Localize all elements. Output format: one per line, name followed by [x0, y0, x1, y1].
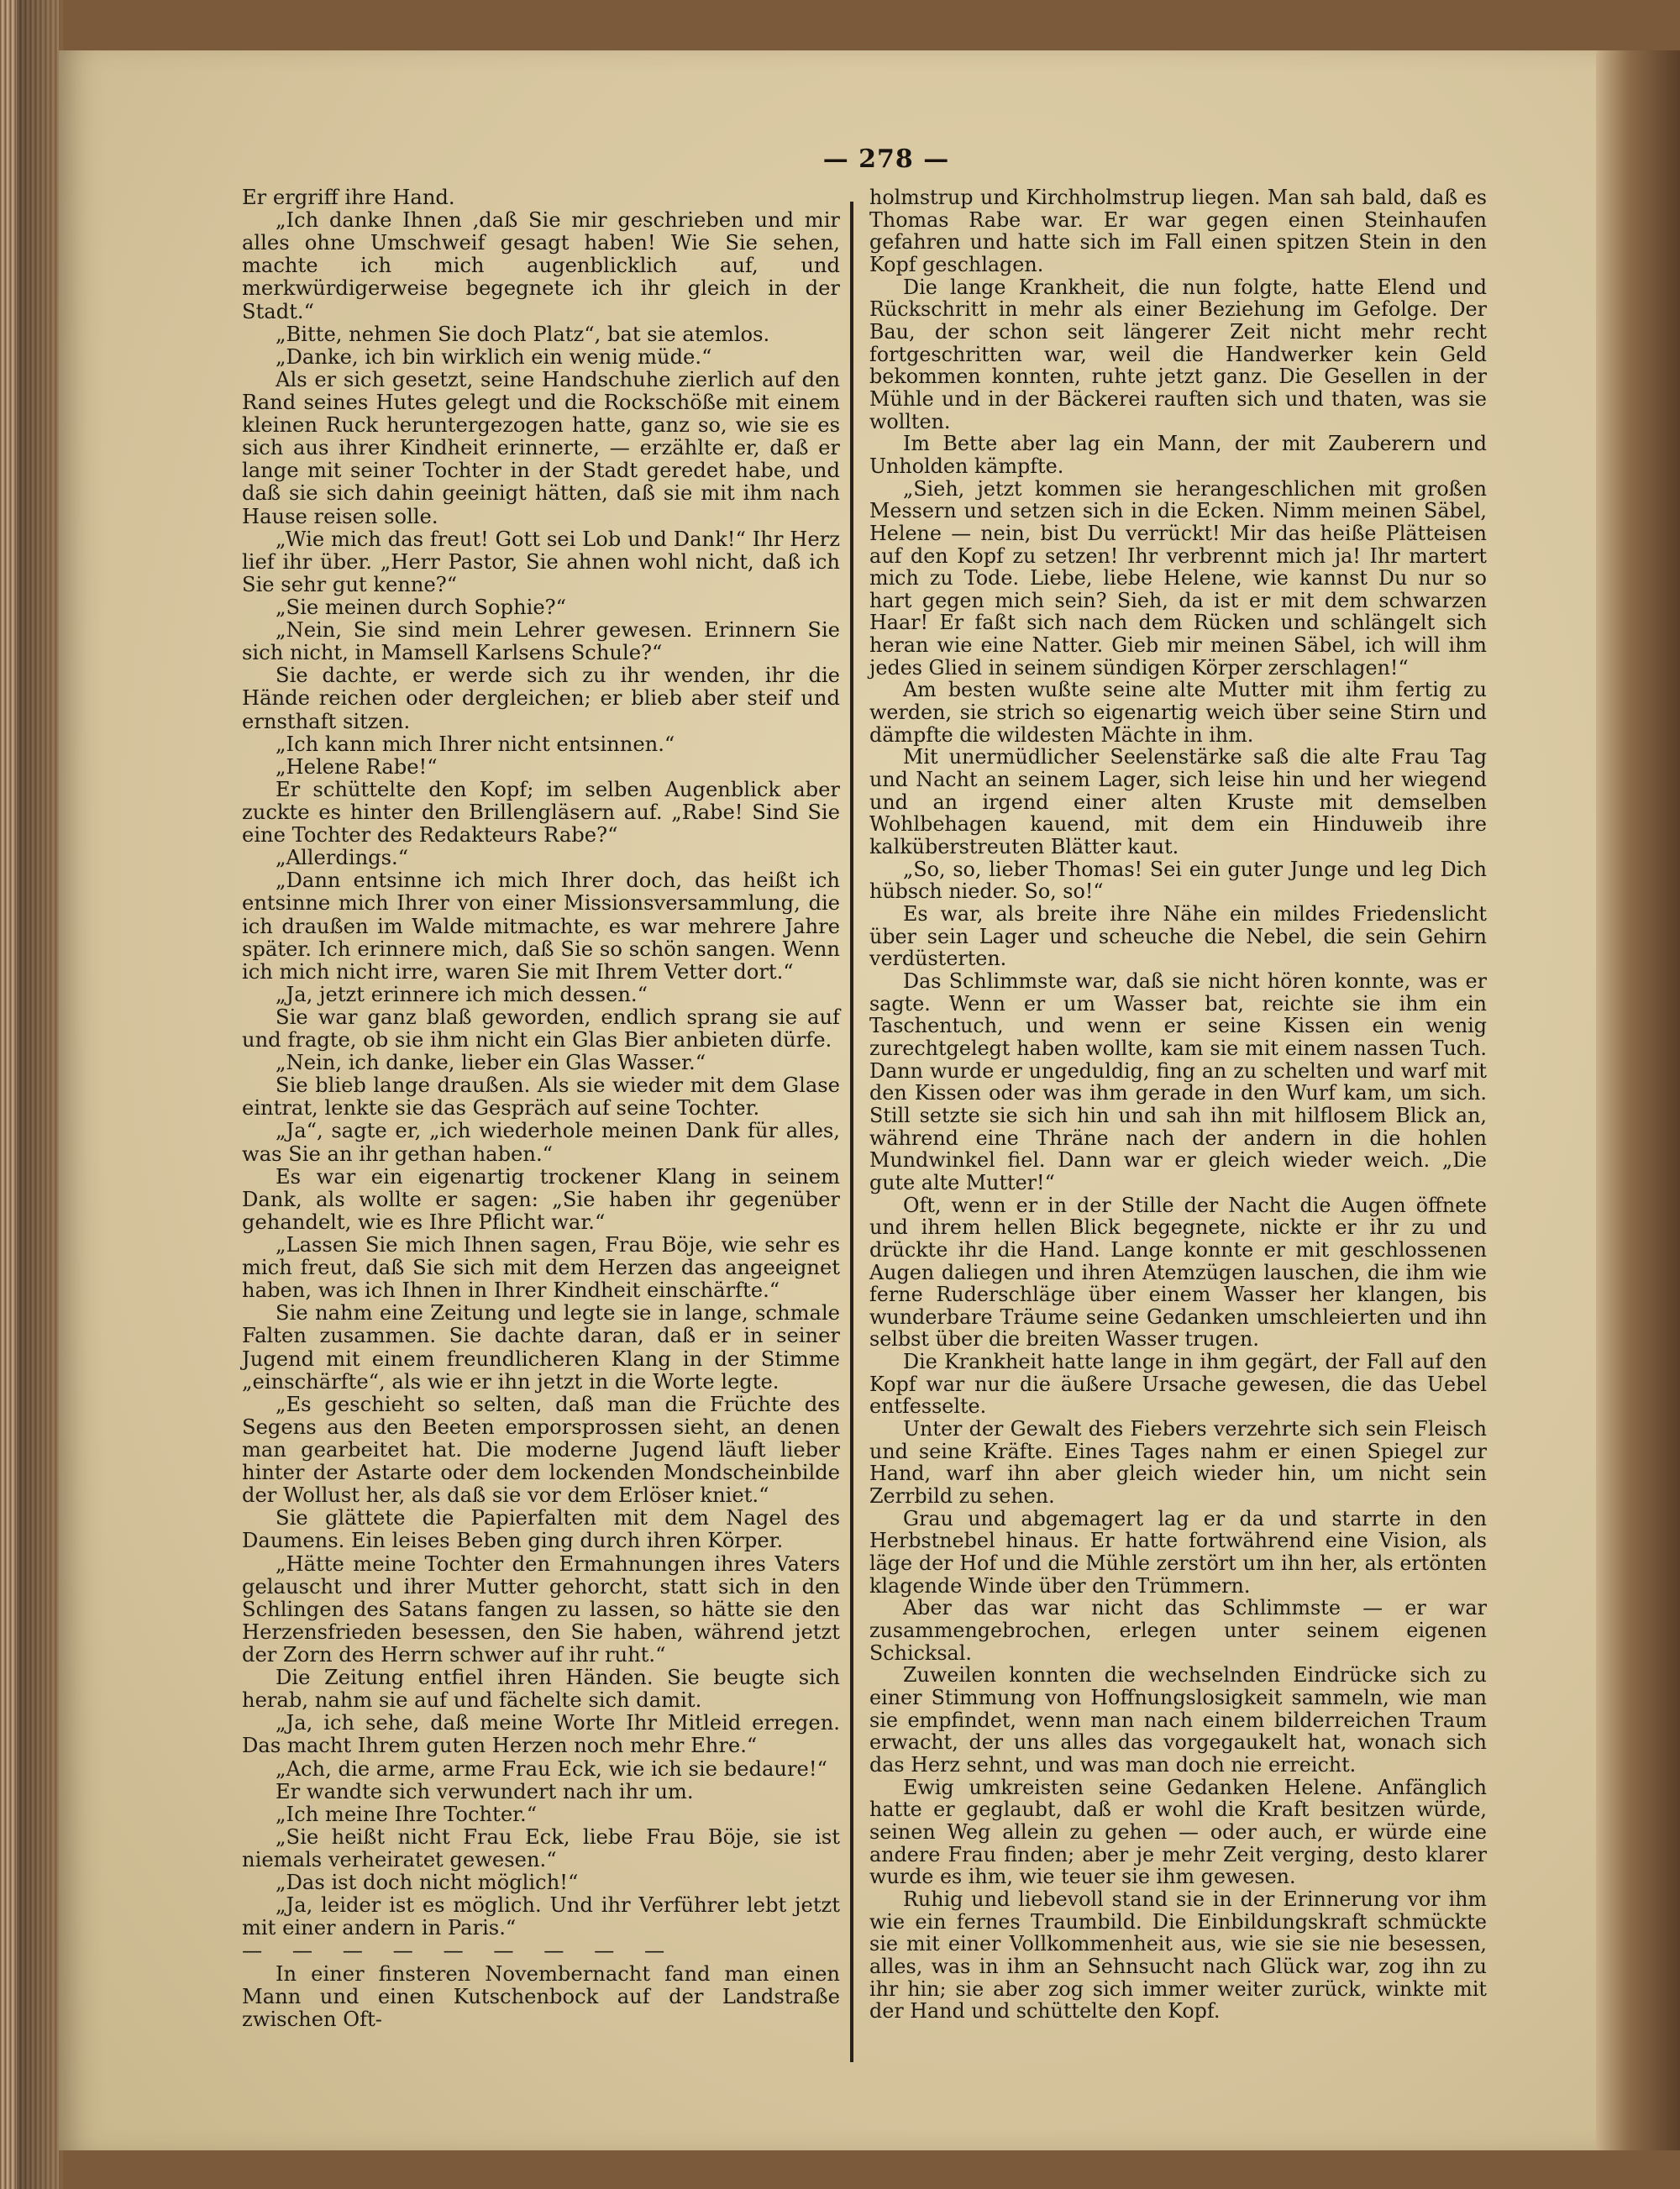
left-text-column: [242, 186, 840, 2031]
paragraph: Aber das war nicht das Schlimmste — er war zusammengebrochen, erlegen unter seinem eigenen Schicksal.: [869, 1596, 1487, 1665]
paragraph: „Ja, ich sehe, daß meine Worte Ihr Mitleid erregen. Das macht Ihrem guten Herzen noch mehr Ehre.“: [242, 1711, 840, 1758]
right-page-edge: [1596, 50, 1680, 2150]
paragraph: Das Schlimmste war, daß sie nicht hören konnte, was er sagte. Wenn er um Wasser bat, reichte sie ihm ein Taschentuch, und wenn er seine Kissen ein wenig zurechtgelegt haben wollte, kam sie mit einem nassen Tuch. Dann wurde er ungeduldig, fing an zu schelten und warf mit den Kissen oder was ihm gerade in den Wurf kam, um sich. Still setzte sie sich hin und sah ihn mit hilflosem Blick an, während eine Thräne nach der andern in die hohlen Mundwinkel fiel. Dann war er gleich wieder weich. „Die gute alte Mutter!“: [869, 969, 1487, 1194]
paragraph: „Sie heißt nicht Frau Eck, liebe Frau Böje, sie ist niemals verheiratet gewesen.“: [242, 1824, 840, 1871]
paragraph: Am besten wußte seine alte Mutter mit ihm fertig zu werden, sie strich so eigenartig weich über seine Stirn und dämpfte die wildesten Mächte in ihm.: [869, 678, 1487, 747]
paragraph: Ruhig und liebevoll stand sie in der Erinnerung vor ihm wie ein fernes Traumbild. Die Einbildungskraft schmückte sie mit einer Vollkommenheit aus, wie sie sie nie besessen, alles, was in ihm an Sehnsucht nach Glück war, zog ihn zu ihr hin; sie aber zog sich immer weiter zurück, winkte mit der Hand und schüttelte den Kopf.: [869, 1887, 1487, 2024]
paragraph: Oft, wenn er in der Stille der Nacht die Augen öffnete und ihrem hellen Blick begegnete, nickte er ihr zu und drückte ihr die Hand. Lange konnte er mit geschlossenen Augen daliegen und ihren Atemzügen lauschen, die ihm wie ferne Ruderschläge über einem Wasser her klangen, bis wunderbare Träume seine Gedanken umschleierten und ihn selbst über die breiten Wasser trugen.: [869, 1193, 1487, 1352]
right-text-column: [869, 186, 1487, 2023]
paragraph: Sie dachte, er werde sich zu ihr wenden, ihr die Hände reichen oder dergleichen; er blieb aber steif und ernsthaft sitzen.: [242, 664, 840, 733]
paragraph: „Ach, die arme, arme Frau Eck, wie ich sie bedaure!“: [276, 1756, 827, 1781]
paragraph: Ewig umkreisten seine Gedanken Helene. Anfänglich hatte er geglaubt, daß er wohl die Kraft besitzen würde, seinen Weg allein zu gehen — oder auch, er würde eine andere Frau finden; aber je mehr Zeit verging, desto klarer wurde es ihm, wie teuer sie ihm gewesen.: [869, 1775, 1487, 1889]
paragraph: holmstrup und Kirchholmstrup liegen. Man sah bald, daß es Thomas Rabe war. Er war gegen einen Steinhaufen gefahren und hatte sich im Fall einen spitzen Stein in den Kopf geschlagen.: [869, 186, 1487, 276]
paragraph: Sie blieb lange draußen. Als sie wieder mit dem Glase eintrat, lenkte sie das Gespräch auf seine Tochter.: [242, 1074, 840, 1121]
paragraph: Zuweilen konnten die wechselnden Eindrücke sich zu einer Stimmung von Hoffnungslosigkeit sammeln, wie man sie empfindet, wenn man nach einem bilderreichen Traum erwacht, der uns alles das vorgegaukelt hat, wonach sich das Herz sehnt, und was man doch nie erreicht.: [869, 1663, 1487, 1777]
paragraph: Er wandte sich verwundert nach ihr um.: [276, 1779, 694, 1803]
paragraph: „Ich meine Ihre Tochter.“: [276, 1802, 538, 1826]
paragraph: — — — — — — — — —: [242, 1939, 677, 1963]
paragraph: „Ja, jetzt erinnere ich mich dessen.“: [276, 982, 648, 1006]
paragraph: „Helene Rabe!“: [276, 754, 438, 779]
paragraph: Er schüttelte den Kopf; im selben Augenblick aber zuckte es hinter den Brillengläsern auf. „Rabe! Sind Sie eine Tochter des Redakteurs Rabe?“: [242, 777, 840, 848]
paragraph: „Es geschieht so selten, daß man die Früchte des Segens aus den Beeten emporsprossen sieht, an denen man gearbeitet hat. Die moderne Jugend läuft lieber hinter der Astarte oder dem lockenden Mondscheinbilde der Wollust her, als daß sie vor dem Erlöser kniet.“: [242, 1392, 840, 1508]
paragraph: Die Krankheit hatte lange in ihm gegärt, der Fall auf den Kopf war nur die äußere Ursache gewesen, die das Uebel entfesselte.: [869, 1350, 1487, 1419]
paragraph: Es war, als breite ihre Nähe ein mildes Friedenslicht über sein Lager und scheuche die Nebel, die sein Gehirn verdüsterten.: [869, 902, 1487, 971]
paragraph: „Ja, leider ist es möglich. Und ihr Verführer lebt jetzt mit einer andern in Paris.“: [242, 1893, 840, 1940]
paragraph: Sie glättete die Papierfalten mit dem Nagel des Daumens. Ein leises Beben ging durch ihren Körper.: [242, 1506, 840, 1553]
paragraph: Mit unermüdlicher Seelenstärke saß die alte Frau Tag und Nacht an seinem Lager, sich leise hin und her wiegend und an irgend einer alten Kruste mit demselben Wohlbehagen kauend, mit dem ein Hinduweib ihre kalküberstreuten Blätter kaut.: [869, 745, 1487, 859]
paragraph: „Nein, ich danke, lieber ein Glas Wasser.“: [276, 1051, 706, 1075]
paragraph: In einer finsteren Novembernacht fand man einen Mann und einen Kutschenbock auf der Landstraße zwischen Oft-: [242, 1961, 840, 2031]
paragraph: Als er sich gesetzt, seine Handschuhe zierlich auf den Rand seines Hutes gelegt und die Rockschöße mit einem kleinen Ruck heruntergezogen hatte, ganz so, wie sie es sich aus ihrer Kindheit erinnerte, — erzählte er, daß er lange mit seiner Tochter in der Stadt geredet habe, und daß sie sich dahin geeinigt hätten, daß sie mit ihm nach Hause reisen solle.: [242, 367, 840, 528]
paragraph: „Danke, ich bin wirklich ein wenig müde.“: [276, 344, 712, 369]
paragraph: „Lassen Sie mich Ihnen sagen, Frau Böje, wie sehr es mich freut, daß Sie sich mit dem Herzen das angeeignet haben, was ich Ihnen in Ihrer Kindheit einschärfte.“: [242, 1233, 840, 1303]
paragraph: „Dann entsinne ich mich Ihrer doch, das heißt ich entsinne mich Ihrer von einer Missionsversammlung, die ich draußen im Walde mitmachte, es war mehrere Jahre später. Ich erinnere mich, daß Sie so schön sangen. Wenn ich mich nicht irre, waren Sie mit Ihrem Vetter dort.“: [242, 869, 840, 984]
paragraph: „Sie meinen durch Sophie?“: [276, 595, 566, 619]
paragraph: Er ergriff ihre Hand.: [242, 186, 455, 209]
paragraph: „Ich kann mich Ihrer nicht entsinnen.“: [276, 732, 675, 756]
paragraph: „Wie mich das freut! Gott sei Lob und Dank!“ Ihr Herz lief ihr über. „Herr Pastor, Sie ahnen wohl nicht, daß ich Sie sehr gut kenne?“: [242, 527, 840, 596]
paragraph: Sie nahm eine Zeitung und legte sie in lange, schmale Falten zusammen. Sie dachte daran, daß er in seiner Jugend mit einem freundlicheren Klang in der Stimme „einschärfte“, als wie er ihn jetzt in die Worte legte.: [242, 1301, 840, 1394]
paragraph: Die Zeitung entfiel ihren Händen. Sie beugte sich herab, nahm sie auf und fächelte sich damit.: [242, 1666, 840, 1713]
paragraph: „So, so, lieber Thomas! Sei ein guter Junge und leg Dich hübsch nieder. So, so!“: [869, 857, 1487, 904]
column-divider: [850, 202, 853, 2062]
paragraph: „Das ist doch nicht möglich!“: [276, 1871, 579, 1895]
paragraph: „Ja“, sagte er, „ich wiederhole meinen Dank für alles, was Sie an ihr gethan haben.“: [242, 1119, 840, 1166]
paragraph: Grau und abgemagert lag er da und starrte in den Herbstnebel hinaus. Er hatte fortwährend eine Vision, als läge der Hof und die Mühle zerstört um ihn her, als ertönten klagende Winde über den Trümmern.: [869, 1506, 1487, 1598]
page-number: — 278 —: [822, 144, 950, 174]
paragraph: Sie war ganz blaß geworden, endlich sprang sie auf und fragte, ob sie ihm nicht ein Glas Bier anbieten dürfe.: [242, 1005, 840, 1053]
paragraph: „Hätte meine Tochter den Ermahnungen ihres Vaters gelauscht und ihrer Mutter gehorcht, statt sich in den Schlingen des Satans fangen zu lassen, so hätte sie den Herzensfrieden besessen, den Sie haben, während jetzt der Zorn des Herrn schwer auf ihr ruht.“: [242, 1551, 840, 1667]
paragraph: „Sieh, jetzt kommen sie herangeschlichen mit großen Messern und setzen sich in die Ecken. Nimm meinen Säbel, Helene — nein, bist Du verrückt! Mir das heiße Plätteisen auf den Kopf zu setzen! Ihr verbrennt mich ja! Ihr martert mich zu Tode. Liebe, liebe Helene, wie kannst Du nur so hart gegen mich sein? Sieh, da ist er mit dem schwarzen Haar! Er faßt sich nach dem Rücken und schlängelt sich heran wie eine Natter. Gieb mir meinen Säbel, ich will ihm jedes Glied in seinem sündigen Körper zerschlagen!“: [869, 476, 1487, 680]
paragraph: „Nein, Sie sind mein Lehrer gewesen. Erinnern Sie sich nicht, in Mamsell Karlsens Schule?“: [242, 618, 840, 665]
paragraph: Im Bette aber lag ein Mann, der mit Zauberern und Unholden kämpfte.: [869, 432, 1487, 478]
paragraph: Die lange Krankheit, die nun folgte, hatte Elend und Rückschritt in mehr als einer Beziehung im Gefolge. Der Bau, der schon seit längerer Zeit nicht mehr recht fortgeschritten war, weil die Handwerker kein Geld bekommen konnten, ruhte jetzt ganz. Die Gesellen in der Mühle und in der Bäckerei rauften sich und thaten, was sie wollten.: [869, 275, 1487, 433]
spine-shadow: [17, 0, 63, 2189]
paragraph: „Bitte, nehmen Sie doch Platz“, bat sie atemlos.: [276, 322, 770, 346]
paragraph: Es war ein eigenartig trockener Klang in seinem Dank, als wollte er sagen: „Sie haben ihr gegenüber gehandelt, wie es Ihre Pflicht war.“: [242, 1164, 840, 1234]
paragraph: „Allerdings.“: [276, 846, 409, 870]
paragraph: „Ich danke Ihnen ‚daß Sie mir geschrieben und mir alles ohne Umschweif gesagt haben! Wie Sie sehen, machte ich mich augenblicklich auf, und merkwürdigerweise begegnete ich ihr gleich in der Stadt.“: [242, 208, 840, 323]
paragraph: Unter der Gewalt des Fiebers verzehrte sich sein Fleisch und seine Kräfte. Eines Tages nahm er einen Spiegel zur Hand, warf ihn aber gleich wieder hin, um nicht sein Zerrbild zu sehen.: [869, 1417, 1487, 1509]
